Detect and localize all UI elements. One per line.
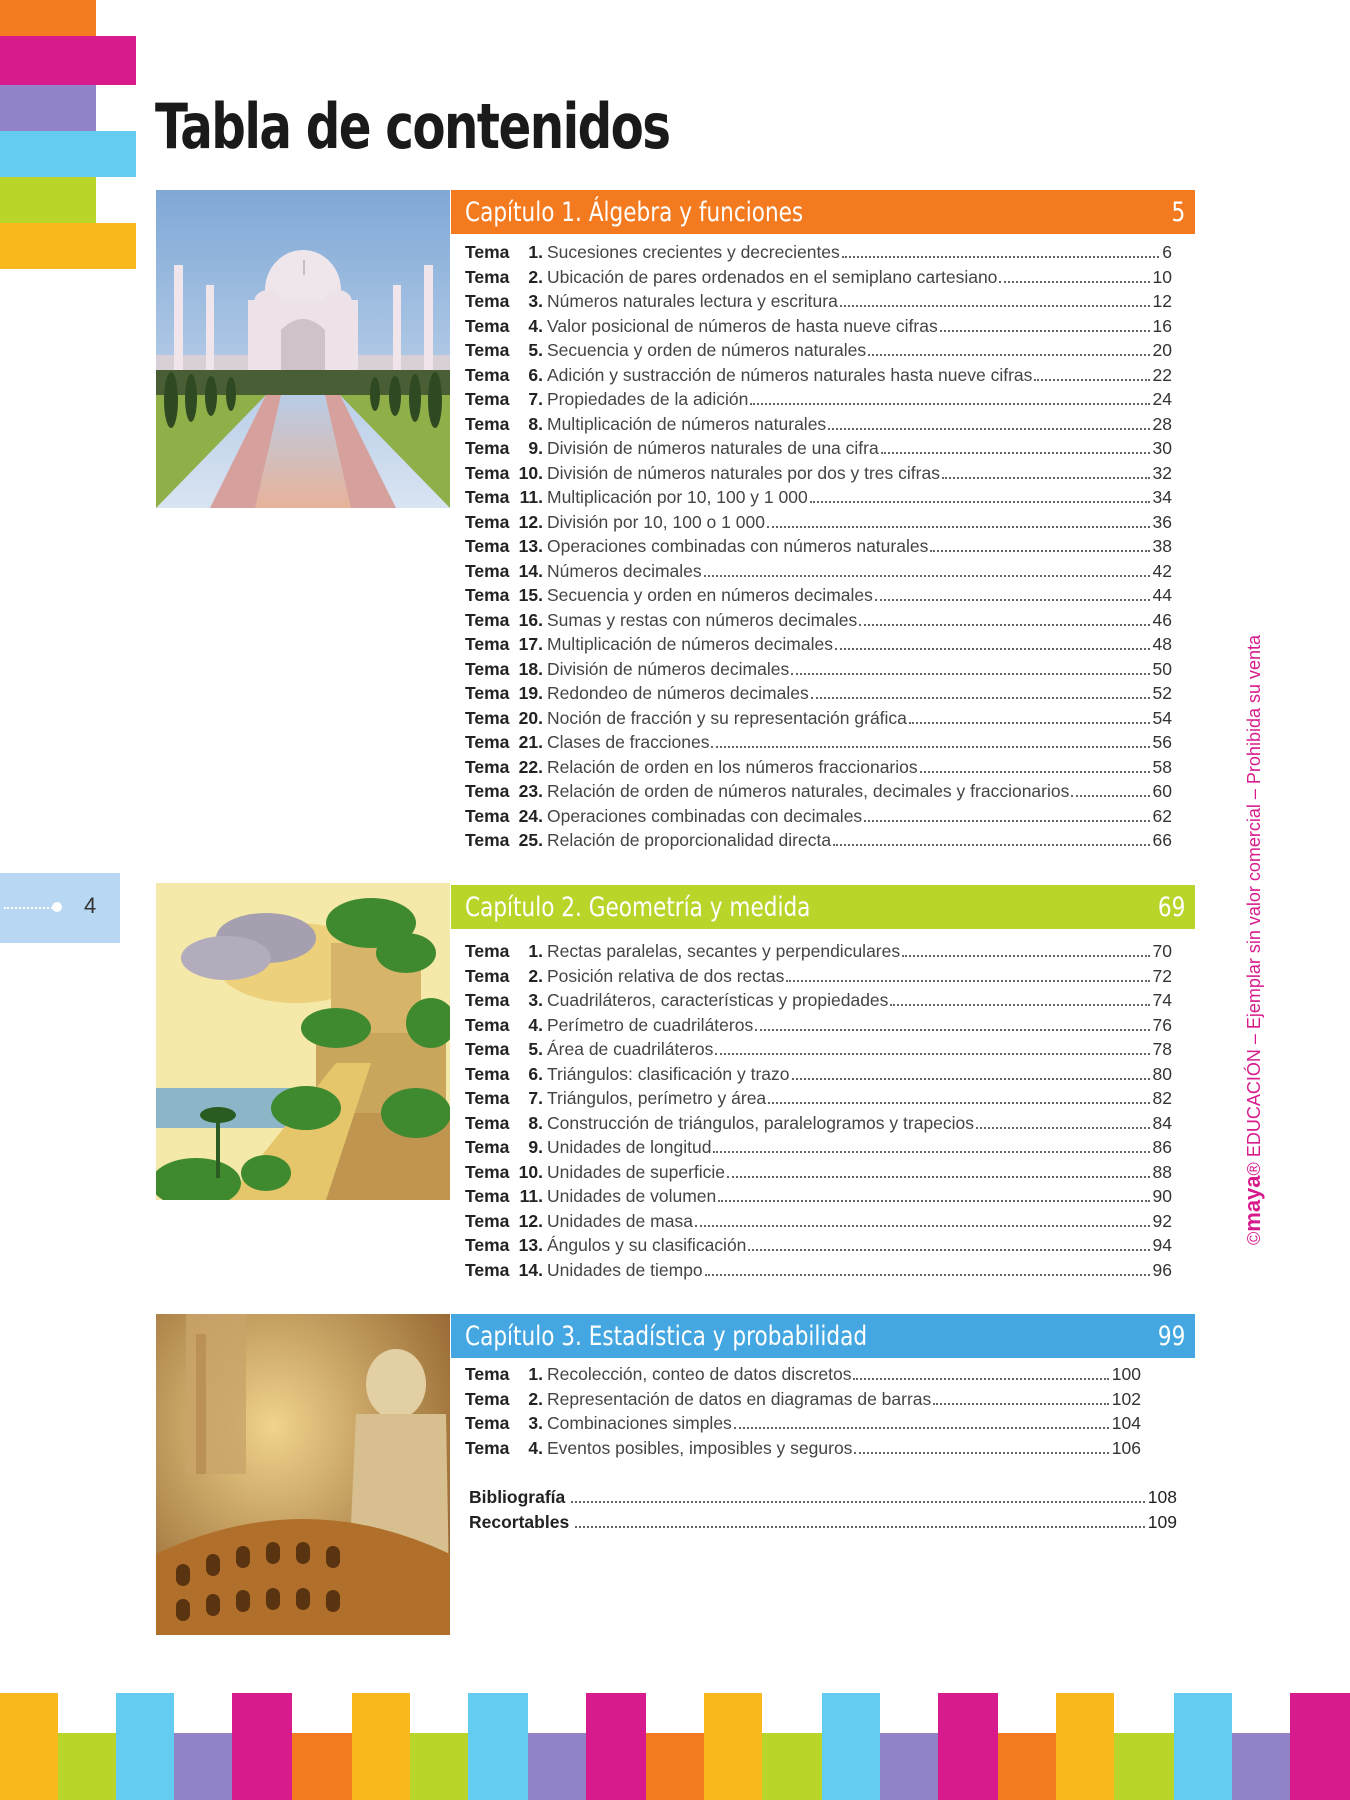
toc-entry[interactable] xyxy=(465,634,1172,659)
tema-label: Tema xyxy=(465,1063,510,1084)
topic-number: 4. xyxy=(528,1437,543,1458)
topic-title: Combinaciones simples xyxy=(547,1413,732,1433)
topic-number: 7. xyxy=(528,1088,543,1108)
tema-label: Tema xyxy=(465,462,510,483)
topic-number: 18. xyxy=(518,658,543,679)
topic-page: 48 xyxy=(1152,634,1172,654)
topic-page: 92 xyxy=(1152,1210,1172,1231)
tema-label: Tema xyxy=(465,990,510,1010)
toc-entry[interactable] xyxy=(465,1064,1172,1089)
tema-label: Tema xyxy=(465,536,510,556)
topic-number: 24. xyxy=(518,805,543,826)
topic-page: 54 xyxy=(1152,707,1172,728)
chapter-1-header[interactable] xyxy=(451,190,1195,234)
colosseum-statue-collage xyxy=(156,1314,450,1635)
tema-label: Tema xyxy=(465,1413,510,1433)
topic-title: Operaciones combinadas con decimales xyxy=(547,805,863,826)
toc-entry[interactable] xyxy=(465,1235,1172,1260)
decor-stripe-orange xyxy=(0,0,96,36)
topic-page: 36 xyxy=(1152,511,1172,532)
topic-title: Clases de fracciones xyxy=(547,732,710,752)
toc-entry[interactable] xyxy=(465,316,1172,341)
topic-page: 16 xyxy=(1152,315,1172,336)
copyright-text: EDUCACIÓN – Ejemplar sin valor comercial – Prohibida su venta xyxy=(1244,634,1264,1163)
topic-title: Unidades de superficie xyxy=(547,1161,726,1182)
toc-entry[interactable] xyxy=(465,1015,1172,1040)
tema-label: Tema xyxy=(465,941,510,961)
leader-dots xyxy=(571,1501,1145,1503)
toc-entry[interactable] xyxy=(465,561,1172,586)
topic-number: 22. xyxy=(518,756,543,777)
topic-title: Ubicación de pares ordenados en el semiplano cartesiano xyxy=(547,266,998,287)
entry-page: 109 xyxy=(1147,1512,1177,1532)
topic-title: División de números decimales xyxy=(547,658,790,679)
decor-stripe-magenta xyxy=(0,36,136,85)
topic-number: 5. xyxy=(528,340,543,360)
toc-entry[interactable] xyxy=(465,1211,1172,1236)
tema-label: Tema xyxy=(465,266,510,287)
topic-number: 19. xyxy=(518,683,543,703)
topic-page: 96 xyxy=(1152,1259,1172,1280)
toc-entry[interactable] xyxy=(465,1186,1172,1211)
leader-dots xyxy=(727,1176,1150,1178)
chapter-page: 5 xyxy=(1171,196,1185,228)
tema-label: Tema xyxy=(465,830,510,850)
topic-number: 6. xyxy=(528,364,543,385)
registered-mark: ® xyxy=(1244,1162,1264,1176)
toc-entry[interactable] xyxy=(465,990,1172,1015)
leader-dots xyxy=(842,256,1159,258)
leader-dots xyxy=(942,477,1150,479)
toc-entry[interactable] xyxy=(465,1413,1141,1438)
copyright-note xyxy=(1240,635,1266,1245)
toc-entry[interactable] xyxy=(465,830,1172,855)
topic-number: 14. xyxy=(518,560,543,581)
toc-entry[interactable] xyxy=(465,757,1172,782)
leader-dots xyxy=(859,624,1149,626)
chapter-title: Capítulo 1. Álgebra y funciones xyxy=(465,196,804,228)
tema-label: Tema xyxy=(465,1235,510,1255)
leader-dots xyxy=(748,1249,1149,1251)
topic-title: Números decimales xyxy=(547,560,702,581)
topic-number: 12. xyxy=(518,511,543,532)
topic-page: 32 xyxy=(1152,462,1172,483)
toc-entry[interactable] xyxy=(465,610,1172,635)
topic-title: Representación de datos en diagramas de barras xyxy=(547,1388,932,1409)
topic-title: Triángulos, perímetro y área xyxy=(547,1088,767,1108)
entry-title: Recortables xyxy=(469,1512,570,1532)
topic-title: Perímetro de cuadriláteros xyxy=(547,1014,754,1035)
tema-label: Tema xyxy=(465,1210,510,1231)
chapter-title: Capítulo 3. Estadística y probabilidad xyxy=(465,1320,868,1352)
topic-number: 13. xyxy=(518,536,543,556)
toc-entry-recortables[interactable] xyxy=(469,1512,1177,1537)
toc-entry[interactable] xyxy=(465,340,1172,365)
leader-dots xyxy=(810,501,1150,503)
topic-title: Relación de orden en los números fraccionarios xyxy=(547,756,918,777)
toc-entry[interactable] xyxy=(465,536,1172,561)
chapter-2-topic-list xyxy=(465,941,1172,1284)
topic-number: 17. xyxy=(518,634,543,654)
topic-title: Rectas paralelas, secantes y perpendiculares xyxy=(547,941,901,961)
topic-page: 66 xyxy=(1152,830,1172,850)
toc-entry[interactable] xyxy=(465,1113,1172,1138)
topic-number: 9. xyxy=(528,1137,543,1157)
leader-dots xyxy=(1034,379,1149,381)
toc-entry[interactable] xyxy=(465,267,1172,292)
taj-mahal-photo xyxy=(156,190,450,508)
tema-label: Tema xyxy=(465,634,510,654)
topic-number: 5. xyxy=(528,1039,543,1059)
topic-title: Posición relativa de dos rectas xyxy=(547,965,785,986)
topic-page: 84 xyxy=(1152,1112,1172,1133)
topic-title: Sucesiones crecientes y decrecientes xyxy=(547,242,840,262)
topic-number: 10. xyxy=(518,462,543,483)
topic-page: 38 xyxy=(1152,536,1172,556)
topic-title: Recolección, conteo de datos discretos xyxy=(547,1364,852,1384)
tema-label: Tema xyxy=(465,1137,510,1157)
topic-number: 10. xyxy=(518,1161,543,1182)
topic-page: 82 xyxy=(1152,1088,1172,1108)
tema-label: Tema xyxy=(465,1364,510,1384)
leader-dots xyxy=(864,820,1149,822)
page-title: Tabla de contenidos xyxy=(155,90,670,163)
topic-page: 106 xyxy=(1111,1437,1141,1458)
leader-dots xyxy=(791,673,1149,675)
tema-label: Tema xyxy=(465,511,510,532)
topic-page: 86 xyxy=(1152,1137,1172,1157)
topic-number: 4. xyxy=(528,315,543,336)
topic-page: 60 xyxy=(1152,781,1172,801)
topic-title: Unidades de volumen xyxy=(547,1186,717,1206)
chapter-3-topic-list xyxy=(465,1364,1141,1462)
toc-entry[interactable] xyxy=(465,683,1172,708)
topic-page: 100 xyxy=(1111,1364,1141,1384)
decor-dotted-line xyxy=(4,907,56,909)
topic-title: Números naturales lectura y escritura xyxy=(547,291,838,311)
topic-number: 20. xyxy=(518,707,543,728)
topic-page: 10 xyxy=(1152,266,1172,287)
topic-title: Secuencia y orden de números naturales xyxy=(547,340,867,360)
leader-dots xyxy=(711,746,1149,748)
topic-title: Propiedades de la adición xyxy=(547,389,749,409)
topic-number: 7. xyxy=(528,389,543,409)
tema-label: Tema xyxy=(465,756,510,777)
leader-dots xyxy=(933,1403,1109,1405)
topic-number: 8. xyxy=(528,413,543,434)
topic-page: 76 xyxy=(1152,1014,1172,1035)
decor-bottom-band xyxy=(0,1693,1350,1800)
brand-logo: maya xyxy=(1240,1175,1265,1232)
toc-entry[interactable] xyxy=(465,966,1172,991)
decor-stripe-yellow xyxy=(0,223,136,269)
entry-title: Bibliografía xyxy=(469,1487,566,1507)
leader-dots xyxy=(1071,795,1149,797)
topic-title: Adición y sustracción de números naturales hasta nueve cifras xyxy=(547,364,1033,385)
topic-page: 104 xyxy=(1111,1413,1141,1433)
tema-label: Tema xyxy=(465,1259,510,1280)
leader-dots xyxy=(835,648,1150,650)
topic-number: 13. xyxy=(518,1235,543,1255)
appendix-list xyxy=(469,1487,1177,1537)
leader-dots xyxy=(792,1078,1150,1080)
topic-page: 88 xyxy=(1152,1161,1172,1182)
topic-page: 6 xyxy=(1162,242,1172,262)
topic-number: 15. xyxy=(518,585,543,605)
topic-number: 1. xyxy=(528,1364,543,1384)
leader-dots xyxy=(705,1274,1150,1276)
topic-number: 11. xyxy=(519,1186,543,1206)
tema-label: Tema xyxy=(465,340,510,360)
topic-page: 46 xyxy=(1152,609,1172,630)
toc-entry[interactable] xyxy=(465,941,1172,966)
toc-entry[interactable] xyxy=(465,365,1172,390)
topic-number: 2. xyxy=(528,1388,543,1409)
toc-entry[interactable] xyxy=(465,659,1172,684)
topic-page: 34 xyxy=(1152,487,1172,507)
topic-number: 25. xyxy=(518,830,543,850)
decor-dot xyxy=(52,902,62,912)
topic-page: 24 xyxy=(1152,389,1172,409)
leader-dots xyxy=(715,1053,1149,1055)
toc-entry-bibliografia[interactable] xyxy=(469,1487,1177,1512)
topic-page: 42 xyxy=(1152,560,1172,581)
topic-page: 70 xyxy=(1152,941,1172,961)
leader-dots xyxy=(875,599,1150,601)
copyright-symbol: © xyxy=(1244,1231,1264,1245)
toc-entry[interactable] xyxy=(465,806,1172,831)
topic-page: 30 xyxy=(1152,438,1172,458)
tema-label: Tema xyxy=(465,707,510,728)
topic-title: Eventos posibles, imposibles y seguros xyxy=(547,1437,853,1458)
leader-dots xyxy=(909,722,1150,724)
toc-entry[interactable] xyxy=(465,1039,1172,1064)
toc-entry[interactable] xyxy=(465,1438,1141,1463)
topic-number: 8. xyxy=(528,1112,543,1133)
topic-title: División de números naturales de una cifra xyxy=(547,438,879,458)
leader-dots xyxy=(704,575,1150,577)
topic-page: 56 xyxy=(1152,732,1172,752)
chapter-page: 99 xyxy=(1157,1320,1185,1352)
topic-title: Redondeo de números decimales xyxy=(547,683,809,703)
leader-dots xyxy=(868,354,1149,356)
topic-page: 58 xyxy=(1152,756,1172,777)
topic-page: 80 xyxy=(1152,1063,1172,1084)
tema-label: Tema xyxy=(465,560,510,581)
hanging-gardens-illustration xyxy=(156,883,450,1200)
leader-dots xyxy=(853,1378,1108,1380)
tema-label: Tema xyxy=(465,242,510,262)
leader-dots xyxy=(890,1004,1149,1006)
entry-page: 108 xyxy=(1147,1487,1177,1507)
tema-label: Tema xyxy=(465,1437,510,1458)
topic-page: 52 xyxy=(1152,683,1172,703)
tema-label: Tema xyxy=(465,781,510,801)
tema-label: Tema xyxy=(465,315,510,336)
leader-dots xyxy=(811,697,1150,699)
topic-number: 12. xyxy=(518,1210,543,1231)
topic-number: 2. xyxy=(528,266,543,287)
leader-dots xyxy=(854,1452,1108,1454)
tema-label: Tema xyxy=(465,658,510,679)
leader-dots xyxy=(833,844,1149,846)
tema-label: Tema xyxy=(465,1388,510,1409)
chapter-2-header[interactable] xyxy=(451,885,1195,929)
leader-dots xyxy=(786,980,1149,982)
topic-title: Unidades de longitud xyxy=(547,1137,712,1157)
topic-title: Valor posicional de números de hasta nueve cifras xyxy=(547,315,938,336)
tema-label: Tema xyxy=(465,609,510,630)
leader-dots xyxy=(999,281,1149,283)
topic-page: 62 xyxy=(1152,805,1172,826)
topic-number: 3. xyxy=(528,990,543,1010)
leader-dots xyxy=(840,305,1150,307)
toc-entry[interactable] xyxy=(465,1088,1172,1113)
topic-title: Relación de orden de números naturales, decimales y fraccionarios xyxy=(547,781,1070,801)
toc-entry[interactable] xyxy=(465,1389,1141,1414)
topic-number: 3. xyxy=(528,291,543,311)
toc-entry[interactable] xyxy=(465,1162,1172,1187)
topic-title: Área de cuadriláteros xyxy=(547,1039,714,1059)
leader-dots xyxy=(750,403,1149,405)
topic-title: Relación de proporcionalidad directa xyxy=(547,830,832,850)
toc-entry[interactable] xyxy=(465,585,1172,610)
decor-stripe-purple xyxy=(0,85,96,131)
topic-page: 28 xyxy=(1152,413,1172,434)
tema-label: Tema xyxy=(465,1112,510,1133)
topic-page: 74 xyxy=(1152,990,1172,1010)
topic-title: Cuadriláteros, características y propiedades xyxy=(547,990,889,1010)
topic-title: División por 10, 100 o 1 000 xyxy=(547,511,765,532)
topic-title: Operaciones combinadas con números naturales xyxy=(547,536,929,556)
leader-dots xyxy=(940,330,1150,332)
tema-label: Tema xyxy=(465,438,510,458)
toc-entry[interactable] xyxy=(465,291,1172,316)
leader-dots xyxy=(828,428,1149,430)
topic-number: 3. xyxy=(528,1413,543,1433)
toc-entry[interactable] xyxy=(465,781,1172,806)
topic-title: Secuencia y orden en números decimales xyxy=(547,585,873,605)
toc-entry[interactable] xyxy=(465,1364,1141,1389)
toc-entry[interactable] xyxy=(465,708,1172,733)
toc-entry[interactable] xyxy=(465,512,1172,537)
topic-page: 22 xyxy=(1152,364,1172,385)
page-number-tab xyxy=(0,873,120,943)
page-number: 4 xyxy=(84,893,97,918)
tema-label: Tema xyxy=(465,1161,510,1182)
chapter-page: 69 xyxy=(1157,891,1185,923)
chapter-3-header[interactable] xyxy=(451,1314,1195,1358)
leader-dots xyxy=(902,955,1149,957)
tema-label: Tema xyxy=(465,1039,510,1059)
tema-label: Tema xyxy=(465,732,510,752)
topic-number: 23. xyxy=(518,781,543,801)
tema-label: Tema xyxy=(465,413,510,434)
topic-number: 11. xyxy=(519,487,543,507)
topic-number: 4. xyxy=(528,1014,543,1035)
toc-entry[interactable] xyxy=(465,1137,1172,1162)
leader-dots xyxy=(768,1102,1149,1104)
topic-title: Unidades de masa xyxy=(547,1210,693,1231)
leader-dots xyxy=(930,550,1149,552)
leader-dots xyxy=(976,1127,1150,1129)
topic-number: 14. xyxy=(518,1259,543,1280)
topic-title: Multiplicación de números naturales xyxy=(547,413,827,434)
leader-dots xyxy=(920,771,1150,773)
tema-label: Tema xyxy=(465,585,510,605)
topic-title: Sumas y restas con números decimales xyxy=(547,609,858,630)
tema-label: Tema xyxy=(465,965,510,986)
decor-stripe-cyan xyxy=(0,131,136,177)
topic-number: 16. xyxy=(518,609,543,630)
topic-title: División de números naturales por dos y tres cifras xyxy=(547,462,940,483)
toc-entry[interactable] xyxy=(465,463,1172,488)
topic-page: 94 xyxy=(1152,1235,1172,1255)
tema-label: Tema xyxy=(465,1088,510,1108)
tema-label: Tema xyxy=(465,1186,510,1206)
topic-page: 72 xyxy=(1152,965,1172,986)
topic-number: 6. xyxy=(528,1063,543,1084)
topic-title: Ángulos y su clasificación xyxy=(547,1235,747,1255)
topic-page: 90 xyxy=(1152,1186,1172,1206)
tema-label: Tema xyxy=(465,389,510,409)
topic-title: Construcción de triángulos, paralelogramos y trapecios xyxy=(547,1112,975,1133)
topic-page: 12 xyxy=(1152,291,1172,311)
topic-title: Unidades de tiempo xyxy=(547,1259,703,1280)
leader-dots xyxy=(767,526,1150,528)
tema-label: Tema xyxy=(465,291,510,311)
tema-label: Tema xyxy=(465,805,510,826)
tema-label: Tema xyxy=(465,364,510,385)
leader-dots xyxy=(695,1225,1150,1227)
leader-dots xyxy=(881,452,1150,454)
toc-entry[interactable] xyxy=(465,1260,1172,1285)
topic-number: 1. xyxy=(528,242,543,262)
topic-page: 102 xyxy=(1111,1388,1141,1409)
topic-page: 78 xyxy=(1152,1039,1172,1059)
tema-label: Tema xyxy=(465,1014,510,1035)
toc-entry[interactable] xyxy=(465,487,1172,512)
topic-page: 20 xyxy=(1152,340,1172,360)
leader-dots xyxy=(713,1151,1149,1153)
topic-title: Multiplicación por 10, 100 y 1 000 xyxy=(547,487,808,507)
topic-number: 1. xyxy=(528,941,543,961)
chapter-title: Capítulo 2. Geometría y medida xyxy=(465,891,811,923)
topic-page: 44 xyxy=(1152,585,1172,605)
leader-dots xyxy=(755,1029,1149,1031)
toc-entry[interactable] xyxy=(465,438,1172,463)
topic-title: Triángulos: clasificación y trazo xyxy=(547,1063,790,1084)
toc-entry[interactable] xyxy=(465,389,1172,414)
tema-label: Tema xyxy=(465,487,510,507)
decor-stripe-green xyxy=(0,177,96,223)
topic-number: 2. xyxy=(528,965,543,986)
leader-dots xyxy=(575,1526,1145,1528)
leader-dots xyxy=(718,1200,1149,1202)
topic-title: Noción de fracción y su representación gráfica xyxy=(547,707,907,728)
chapter-1-topic-list xyxy=(465,242,1172,855)
toc-entry[interactable] xyxy=(465,414,1172,439)
tema-label: Tema xyxy=(465,683,510,703)
topic-number: 21. xyxy=(518,732,543,752)
toc-entry[interactable] xyxy=(465,242,1172,267)
toc-entry[interactable] xyxy=(465,732,1172,757)
topic-title: Multiplicación de números decimales xyxy=(547,634,833,654)
topic-number: 9. xyxy=(528,438,543,458)
topic-page: 50 xyxy=(1152,658,1172,679)
leader-dots xyxy=(734,1427,1109,1429)
